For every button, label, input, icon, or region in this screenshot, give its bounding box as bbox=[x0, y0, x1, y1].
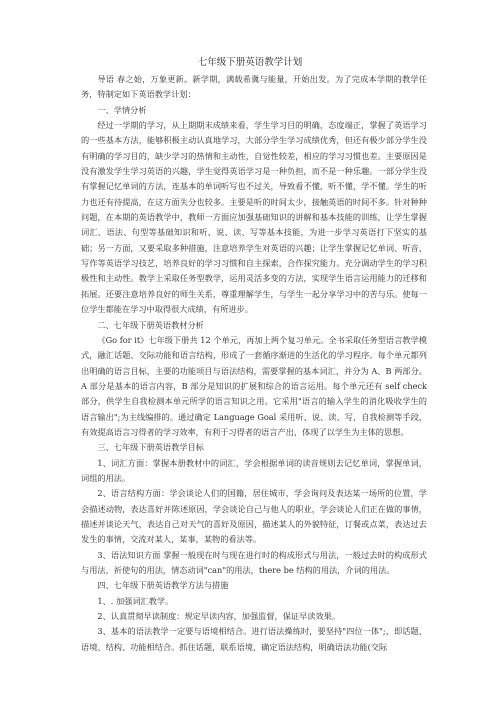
method-vocabulary: 1、. 加强词汇教学。 bbox=[97, 595, 174, 606]
document-body bbox=[81, 72, 427, 655]
method-morning-reading: 2、认真贯彻早读制度：规定早读内容，加强监督，保证早读效果。 bbox=[97, 611, 341, 622]
section-heading-goals: 三、七年级下册英语教学目标 bbox=[97, 442, 204, 453]
section-heading-situation: 一、学情分析 bbox=[97, 104, 147, 115]
section-heading-textbook: 二、七年级下册英语教材分析 bbox=[97, 319, 204, 330]
document-title: 七年级下册英语教学计划 bbox=[197, 57, 303, 68]
textbook-paragraph: 《Go for it》七年级下册共 12 个单元，再加上两个复习单元。全书采取任务型语言教学模式，融汇话题、交际功能和语言结构，形成了一套循序渐进的生活化的学习程序。每个单元都列出明确的语言目标，主要的功能项目与语法结构，需要掌握的基本词汇，并分为 A、B 两部分。A 部分是基本的语言内容，B 部分是知识的扩展和综合的语言运用。每个单元还有 self check 部分，供学生自我检测本单元所学的语言知识之用。它采用"语言的输入学生的消化吸收学生的语言输出";为主线编排的。通过确定 Language Goal 采用听、说、读、写，自我检测等手段，有效提高语言习得者的学习效率，有利于习得者的语言产出，体现了以学生为主体的思想。 bbox=[81, 334, 427, 437]
goal-structure: 2、语言结构方面：学会谈论人们的国籍，居住城市，学会询问及表达某一场所的位置，学会描述动物，表达喜好并陈述原因，学会谈论自己与他人的职业，学会谈论人们正在做的事情，描述并谈论天气，表达自己对天气的喜好及原因，描述某人的外貌特征，订餐或点菜，表达过去发生的事情，交流对某人，某事，某物的看法等。 bbox=[81, 488, 427, 545]
goal-vocabulary: 1、词汇方面：掌握本册教材中的词汇，学会根据单词的读音规则去记忆单词，掌握单词，词组的用法。 bbox=[81, 457, 427, 483]
method-grammar: 3、基本的语法教学一定要与语境相结合。进行语法操练时，要坚持"四位一体";，即话题、语境、结构、功能相结合。抓住话题，联系语境，确定语法结构，明确语法功能(交际 bbox=[81, 626, 427, 652]
goal-grammar: 3、语法知识方面 掌握一般现在时与现在进行时的构成形式与用法，一般过去时的构成形式与用法，祈使句的用法，情态动词"can"的用法，there be 结构的用法，介词的用法。 bbox=[81, 549, 427, 575]
intro-paragraph: 导语 春之始，万象更新。新学期，满载希冀与能量，开始出发。为了完成本学期的教学任务，特制定如下英语教学计划： bbox=[81, 74, 427, 100]
situation-paragraph: 经过一学期的学习，从上期期末成绩来看，学生学习目的明确，态度端正，掌握了英语学习的一些基本方法，能够积极主动认真地学习，大部分学生学习成绩优秀，但还有极少部分学生没有明确的学习目的，缺少学习的热情和主动性，自觉性较差，相应的学习习惯也差。主要原因是没有激发学生学习英语的兴趣，学生觉得英语学习是一种负担，而不是一种乐趣。一部分学生没有掌握记忆单词的方法，连基本的单词听写也不过关，导致看不懂，听不懂，学不懂。学生的听力也还有待提高，在这方面失分也较多。主要是听的时间太少，接触英语的时间不多。针对种种问题，在本期的英语教学中，教师一方面应加强基础知识的讲解和基本技能的训练，让学生掌握词汇、语法、句型等基础知识和听、说、读、写等基本技能，为进一步学习英语打下坚实的基础；另一方面，又要采取多种措施，注意培养学生对英语的兴趣；让学生掌握记忆单词、听音、写作等英语学习技艺，培养良好的学习习惯和自主探索，合作探究能力。充分调动学生的学习积极性和主动性。教学上采取任务型教学，运用灵活多变的方法，实现学生语言运用能力的迁移和拓展。还要注意培养良好的师生关系，尊重理解学生，与学生一起分享学习中的苦与乐。使每一位学生都能在学习中取得很大成绩，有所进步。 bbox=[81, 120, 427, 315]
section-heading-methods: 四、七年级下册英语教学方法与措施 bbox=[97, 580, 229, 591]
